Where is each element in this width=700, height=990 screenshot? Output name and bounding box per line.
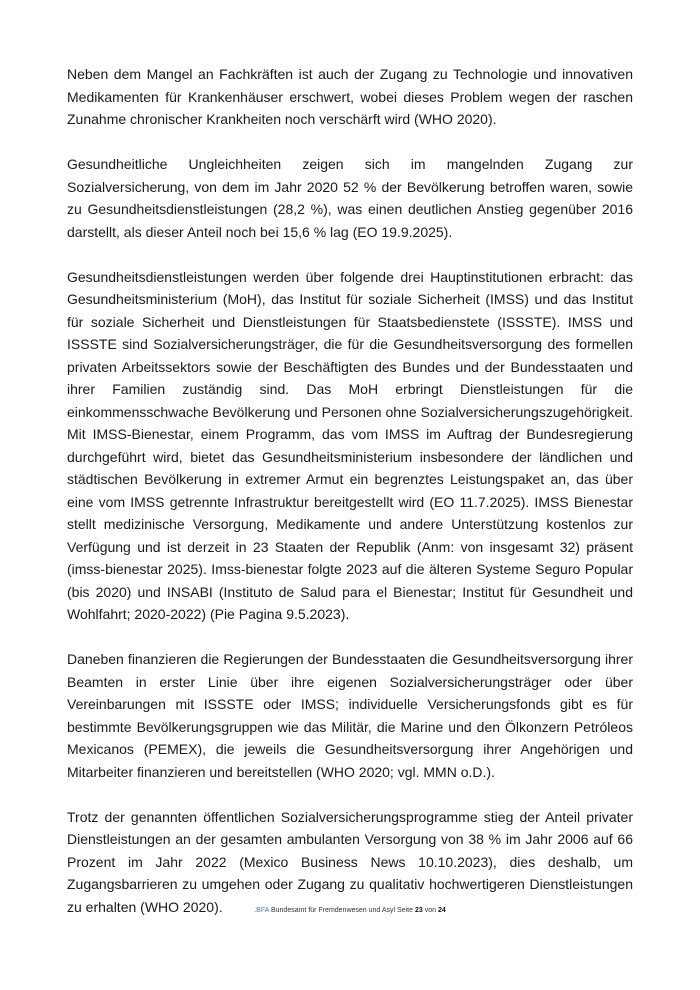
page-footer xyxy=(0,906,700,916)
paragraph-private-services: Trotz der genannten öffentlichen Sozialversicherungsprogramme stieg der Anteil privater Dienstleistungen an der gesamten ambulanten Versorgung von 38 % im Jahr 2006 auf 66 Prozent im Jahr 2022 (Mexico Business News 10.10.2023), dies deshalb, um Zugangsbarrieren zu umgehen oder Zugang zu qualitativ hochwertigeren Dienstleistungen zu erhalten (WHO 2020). xyxy=(67,808,633,915)
footer-page-label: Seite xyxy=(397,907,414,914)
footer-organization: Bundesamt für Fremdenwesen und Asyl xyxy=(270,907,396,914)
paragraph-health-inequalities: Gesundheitliche Ungleichheiten zeigen sich im mangelnden Zugang zur Sozialversicherung, von dem im Jahr 2020 52 % der Bevölkerung betroffen waren, sowie zu Gesundheitsdienstleistungen (28,2 %), was einen deutlichen Anstieg gegenüber 2016 darstellt, als dieser Anteil noch bei 15,6 % lag (EO 19.9.2025). xyxy=(67,156,633,240)
document-body xyxy=(67,63,633,941)
paragraph-technology-access: Neben dem Mangel an Fachkräften ist auch der Zugang zu Technologie und innovativen Medikamenten für Krankenhäuser erschwert, wobei dieses Problem wegen der raschen Zunahme chronischer Krankheiten noch verschärft wird (WHO 2020). xyxy=(67,66,633,127)
bfa-logo: .BFA xyxy=(254,907,270,914)
paragraph-health-institutions: Gesundheitsdienstleistungen werden über folgende drei Hauptinstitutionen erbracht: das Gesundheitsministerium (MoH), das Institut für soziale Sicherheit (IMSS) und das Institut für soziale Sicherheit und Dienstleistungen für Staatsbedienstete (ISSSTE). IMSS und ISSSTE sind Sozialversicherungsträger, die für die Gesundheitsversorgung des formellen privaten Arbeitssektors sowie der Beschäftigten des Bundes und der Bundesstaaten und ihrer Familien zuständig sind. Das MoH erbringt Dienstleistungen für die einkommensschwache Bevölkerung und Personen ohne Sozialversicherungszugehörigkeit. Mit IMSS-Bienestar, einem Programm, das vom IMSS im Auftrag der Bundesregierung durchgeführt wird, bietet das Gesundheitsministerium insbesondere der ländlichen und städtischen Bevölkerung in extremer Armut ein begrenztes Leistungspaket an, das über eine vom IMSS getrennte Infrastruktur bereitgestellt wird (EO 11.7.2025). IMSS Bienestar stellt medizinische Versorgung, Medikamente und andere Unterstützung kostenlos zur Verfügung und ist derzeit in 23 Staaten der Republik (Anm: von insgesamt 32) präsent (imss-bienestar 2025). Imss-bienestar folgte 2023 auf die älteren Systeme Seguro Popular (bis 2020) und INSABI (Instituto de Salud para el Bienestar; Institut für Gesundheit und Wohlfahrt; 2020-2022) (Pie Pagina 9.5.2023). xyxy=(67,268,633,622)
paragraph-state-financing: Daneben finanzieren die Regierungen der Bundesstaaten die Gesundheitsversorgung ihrer Beamten in erster Linie über ihre eigenen Sozialversicherungsträger oder über Vereinbarungen mit ISSSTE oder IMSS; individuelle Versicherungsfonds gibt es für bestimmte Bevölkerungsgruppen wie das Militär, die Marine und den Ölkonzern Petróleos Mexicanos (PEMEX), die jeweils die Gesundheitsversorgung ihrer Angehörigen und Mitarbeiter finanzieren und bereitstellen (WHO 2020; vgl. MMN o.D.). xyxy=(67,651,633,780)
footer-page-separator: von xyxy=(424,907,437,914)
footer-total-pages: 24 xyxy=(437,907,446,914)
footer-current-page: 23 xyxy=(414,907,423,914)
